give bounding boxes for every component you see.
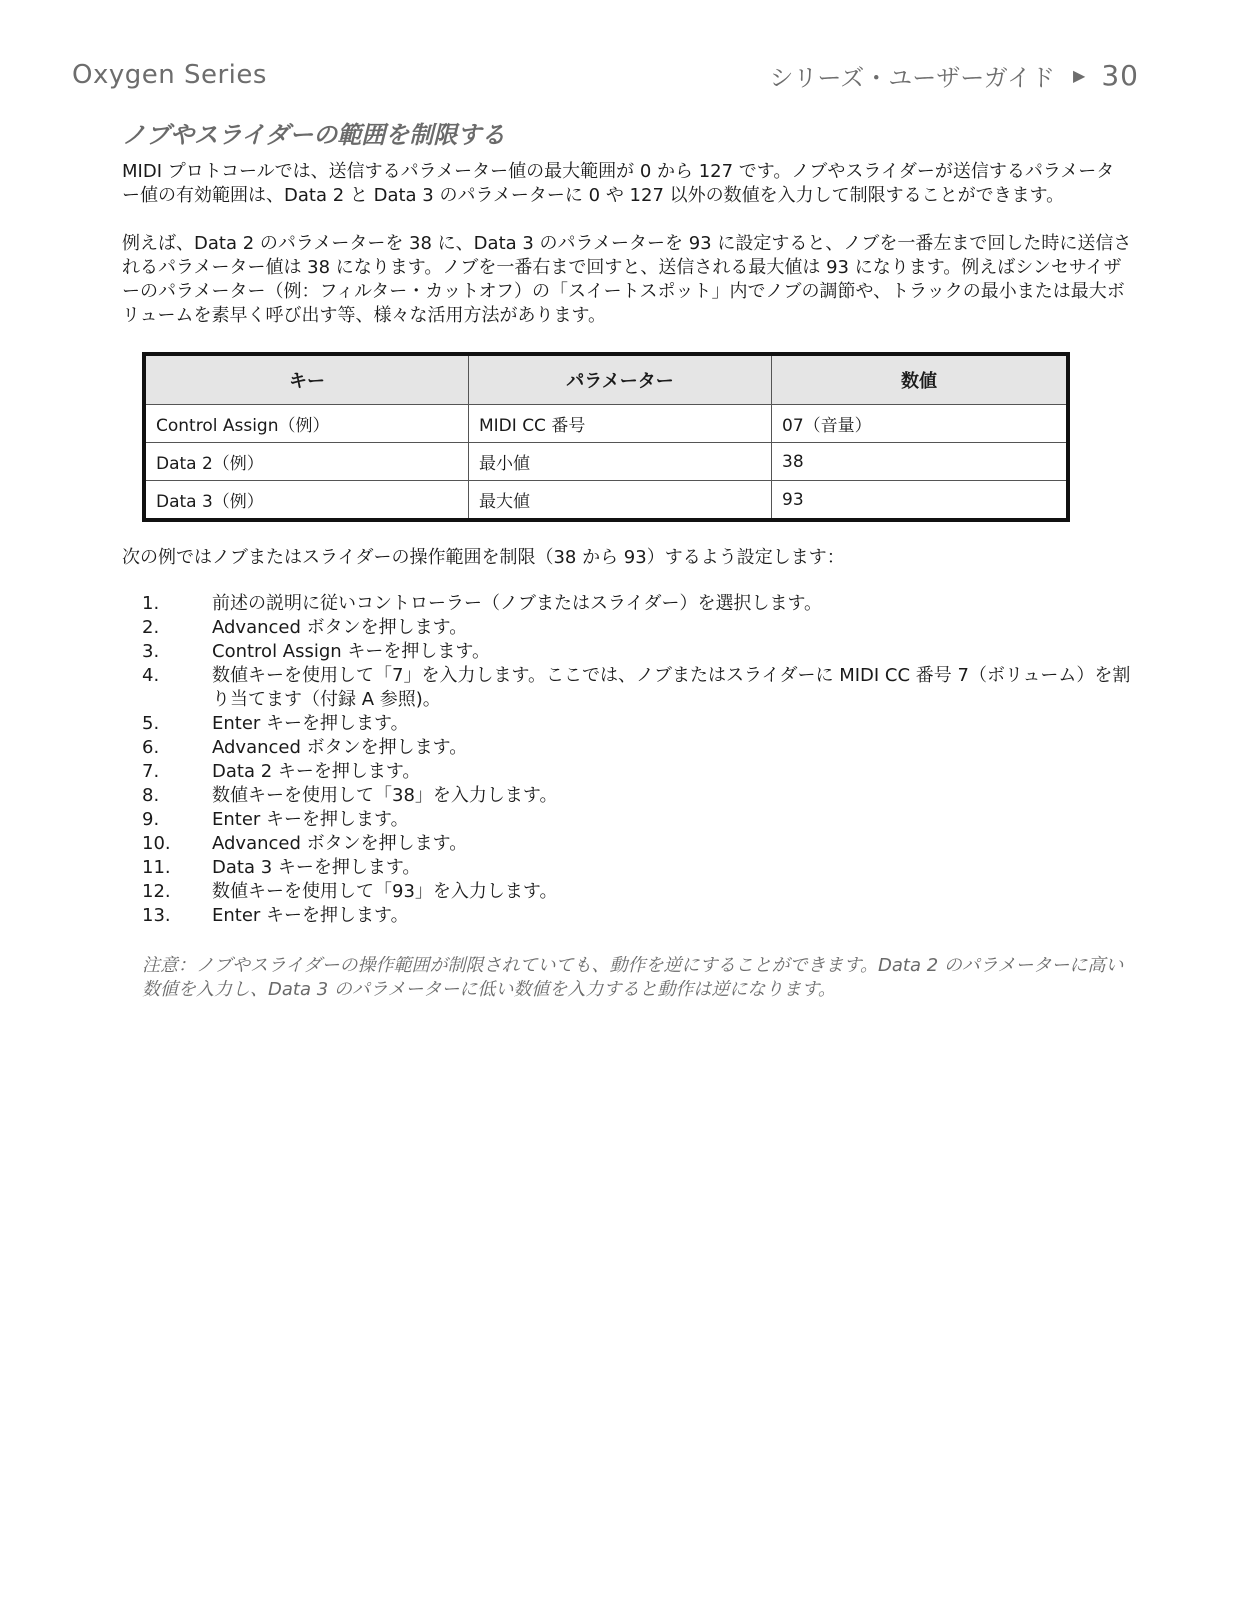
body-paragraph: MIDI プロトコールでは、送信するパラメーター値の最大範囲が 0 から 127 です。ノブやスライダーが送信するパラメーター値の有効範囲は、Data 2 と Data 3 のパラメーターに 0 や 127 以外の数値を入力して制限することができます。 [122,161,1115,206]
table-cell: Control Assign（例） [144,405,469,443]
step-text: Advanced ボタンを押します。 [212,737,468,758]
step-text: 数値キーを使用して「38」を入力します。 [212,785,558,806]
step-number: 13. [142,905,171,926]
step-text: Data 3 キーを押します。 [212,857,421,878]
step-number: 4. [142,665,160,686]
guide-title: シリーズ・ユーザーガイド [769,64,1056,92]
step-number: 10. [142,833,171,854]
page-content [122,118,1132,1002]
section-heading: ノブやスライダーの範囲を制限する [122,121,506,149]
list-item [122,784,1132,808]
list-item [122,880,1132,904]
list-item [122,856,1132,880]
step-number: 8. [142,785,160,806]
table-cell: 38 [772,443,1069,481]
page-header-right [769,58,1139,93]
table-cell: Data 3（例） [144,481,469,521]
step-number: 5. [142,713,160,734]
list-item [122,664,1132,712]
table-cell: 最大値 [469,481,772,521]
step-text: Enter キーを押します。 [212,809,409,830]
list-item [122,616,1132,640]
table-cell: Data 2（例） [144,443,469,481]
step-text: 数値キーを使用して「93」を入力します。 [212,881,558,902]
step-text: Advanced ボタンを押します。 [212,617,468,638]
step-text: Enter キーを押します。 [212,905,409,926]
body-paragraph: 例えば、Data 2 のパラメーターを 38 に、Data 3 のパラメーターを 93 に設定すると、ノブを一番左まで回した時に送信されるパラメーター値は 38 になります。ノブを一番右まで回すと、送信される最大値は 93 になります。例えばシンセサイザーのパラメーター（例：フィルター・カットオフ）の「スイートスポット」内でノブの調節や、トラックの最小または最大ボリュームを素早く呼び出す等、様々な活用方法があります。 [122,233,1132,326]
step-number: 7. [142,761,160,782]
step-number: 11. [142,857,171,878]
step-number: 1. [142,593,160,614]
list-item [122,760,1132,784]
column-header: キー [144,354,469,405]
list-item [122,592,1132,616]
step-text: Data 2 キーを押します。 [212,761,421,782]
step-number: 2. [142,617,160,638]
table-row [144,405,1068,443]
step-number: 12. [142,881,171,902]
list-item [122,832,1132,856]
table-cell: 07（音量） [772,405,1069,443]
table-row [144,443,1068,481]
steps-list [122,592,1132,928]
step-text: Enter キーを押します。 [212,713,409,734]
table-row [144,481,1068,521]
step-text: Control Assign キーを押します。 [212,641,490,662]
step-number: 6. [142,737,160,758]
parameter-table [142,352,1070,522]
step-text: 前述の説明に従いコントローラー（ノブまたはスライダー）を選択します。 [212,593,823,614]
table-header-row [144,354,1068,405]
step-text: Advanced ボタンを押します。 [212,833,468,854]
steps-intro: 次の例ではノブまたはスライダーの操作範囲を制限（38 から 93）するよう設定します： [122,547,845,568]
list-item [122,640,1132,664]
note-text: 注意：ノブやスライダーの操作範囲が制限されていても、動作を逆にすることができます。Data 2 のパラメーターに高い数値を入力し、Data 3 のパラメーターに低い数値を入力すると動作は逆になります。 [142,955,1124,1000]
document-series-title: Oxygen Series [72,60,267,90]
step-number: 9. [142,809,160,830]
list-item [122,736,1132,760]
column-header: 数値 [772,354,1069,405]
list-item [122,808,1132,832]
table-cell: 93 [772,481,1069,521]
step-number: 3. [142,641,160,662]
step-text: 数値キーを使用して「7」を入力します。ここでは、ノブまたはスライダーに MIDI CC 番号 7（ボリューム）を割り当てます（付録 A 参照)。 [212,665,1131,710]
table-cell: 最小値 [469,443,772,481]
triangle-right-icon: ▶ [1073,66,1086,85]
table-cell: MIDI CC 番号 [469,405,772,443]
page-number: 30 [1101,59,1139,92]
list-item [122,712,1132,736]
column-header: パラメーター [469,354,772,405]
list-item [122,904,1132,928]
